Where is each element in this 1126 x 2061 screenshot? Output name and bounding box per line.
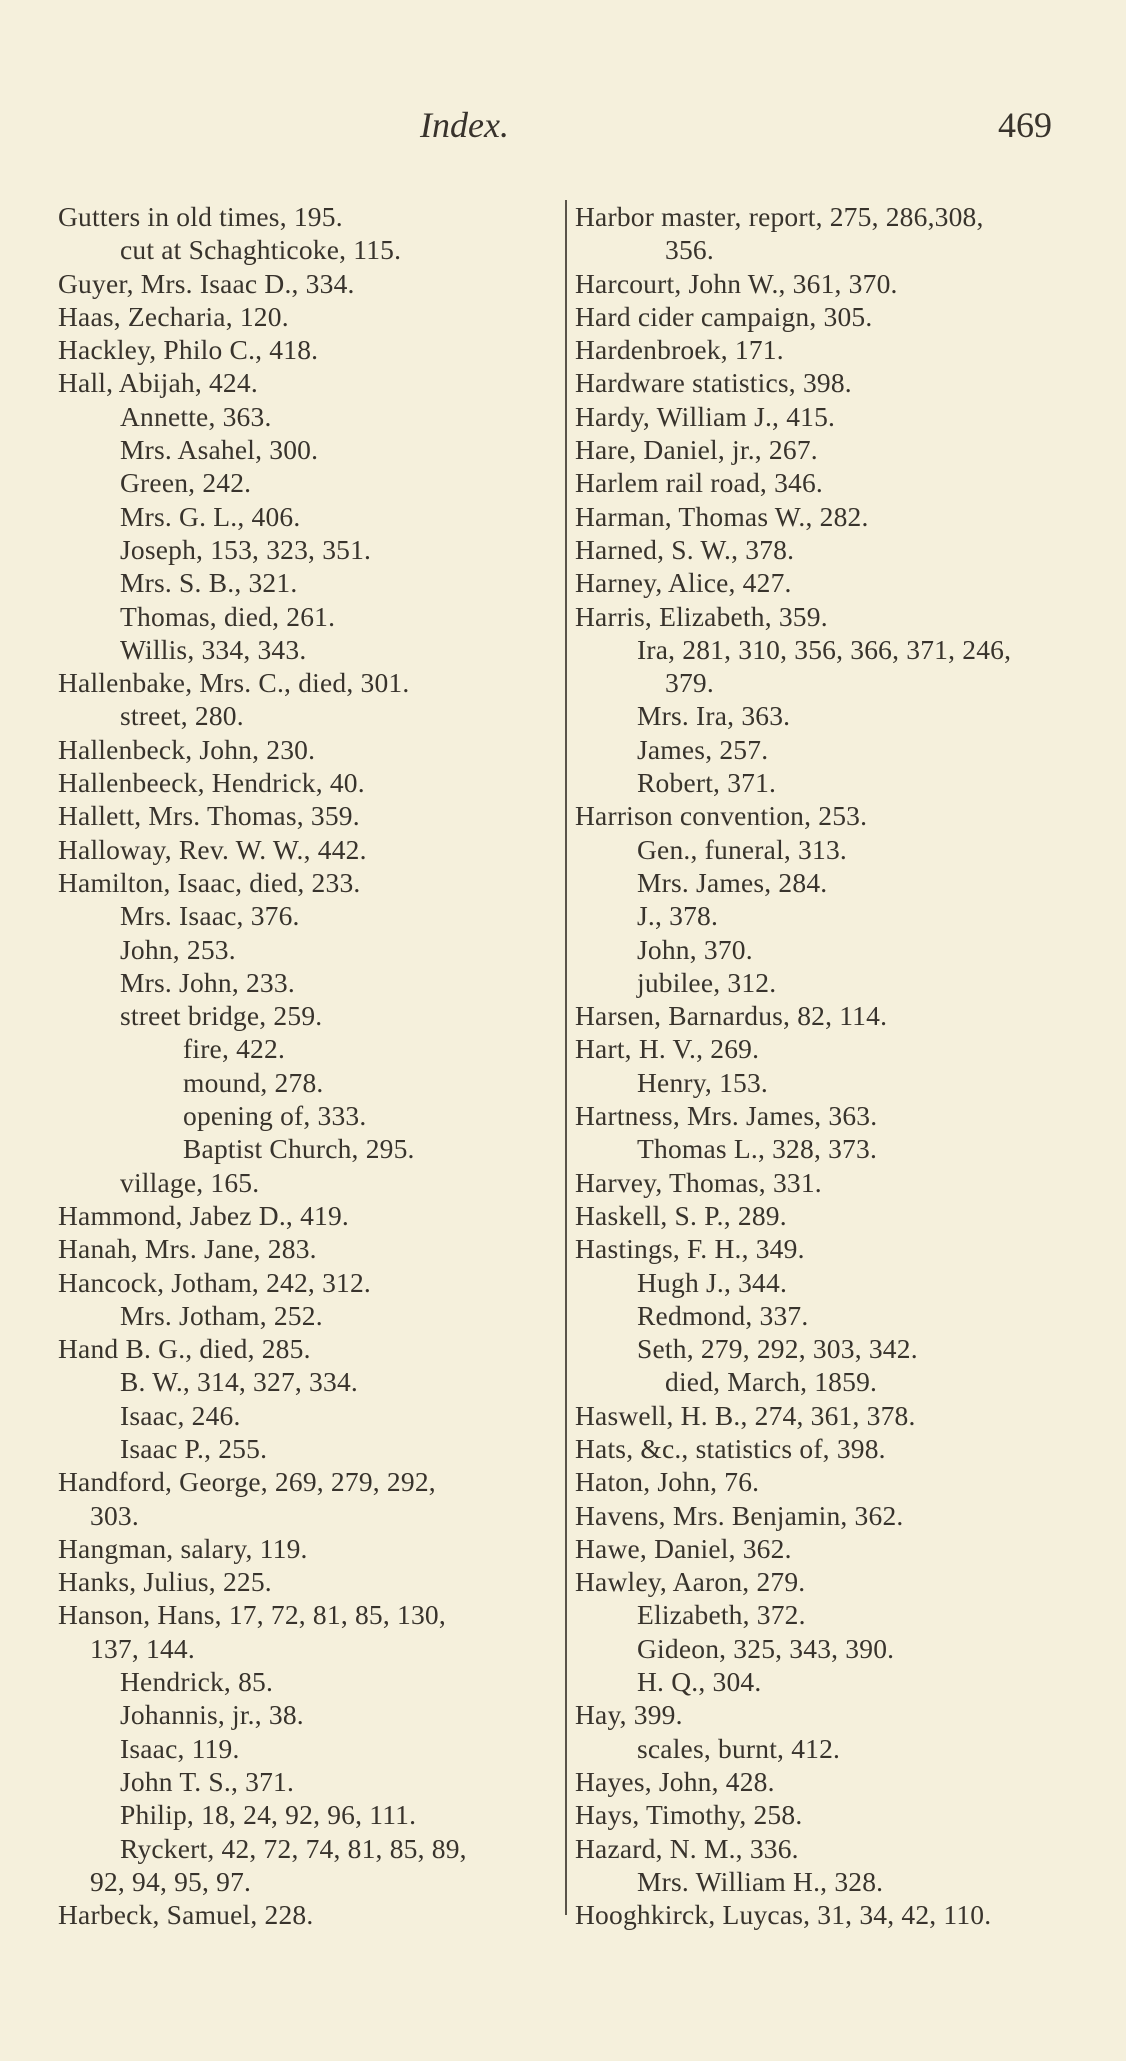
index-entry: Hanks, Julius, 225. bbox=[58, 1566, 272, 1598]
index-subentry: J., 378. bbox=[637, 900, 719, 932]
index-entry: Hay, 399. bbox=[575, 1699, 683, 1731]
index-entry: Hazard, N. M., 336. bbox=[575, 1832, 799, 1864]
index-entry: Hooghkirck, Luycas, 31, 34, 42, 110. bbox=[575, 1899, 992, 1931]
index-entry: Hardy, William J., 415. bbox=[575, 400, 836, 432]
index-entry: Hartness, Mrs. James, 363. bbox=[575, 1100, 878, 1132]
index-subentry: Johannis, jr., 38. bbox=[120, 1699, 304, 1731]
index-entry-continuation: 379. bbox=[665, 667, 714, 699]
index-subentry: B. W., 314, 327, 334. bbox=[120, 1366, 358, 1398]
index-entry: Haton, John, 76. bbox=[575, 1466, 760, 1498]
index-entry: Hastings, F. H., 349. bbox=[575, 1233, 805, 1265]
running-head-title: Index. bbox=[420, 105, 509, 145]
index-entry: Hats, &c., statistics of, 398. bbox=[575, 1432, 886, 1464]
index-subentry: Mrs. G. L., 406. bbox=[120, 500, 301, 532]
index-entry: Haswell, H. B., 274, 361, 378. bbox=[575, 1399, 916, 1431]
index-subentry: street bridge, 259. bbox=[120, 1000, 323, 1032]
index-subentry: John, 253. bbox=[120, 933, 236, 965]
index-entry: Hawe, Daniel, 362. bbox=[575, 1532, 792, 1564]
index-subentry: Mrs. James, 284. bbox=[637, 866, 828, 898]
index-column-right bbox=[565, 200, 1095, 1931]
index-entry: Hangman, salary, 119. bbox=[58, 1532, 308, 1564]
index-subentry: Elizabeth, 372. bbox=[637, 1599, 806, 1631]
index-subentry: mound, 278. bbox=[183, 1066, 324, 1098]
index-entry: Hamilton, Isaac, died, 233. bbox=[58, 866, 361, 898]
index-entry: Hare, Daniel, jr., 267. bbox=[575, 434, 818, 466]
index-entry-continuation: 303. bbox=[90, 1499, 139, 1531]
index-entry: Harcourt, John W., 361, 370. bbox=[575, 267, 898, 299]
index-subentry: Baptist Church, 295. bbox=[183, 1133, 415, 1165]
index-subentry: James, 257. bbox=[637, 733, 769, 765]
index-entry: Harbor master, report, 275, 286,308, bbox=[575, 201, 984, 232]
index-entry: Harris, Elizabeth, 359. bbox=[575, 600, 828, 632]
index-entry: Haas, Zecharia, 120. bbox=[58, 300, 289, 332]
index-subentry: Thomas L., 328, 373. bbox=[637, 1133, 878, 1165]
index-entry: Guyer, Mrs. Isaac D., 334. bbox=[58, 267, 355, 299]
index-subentry: Hugh J., 344. bbox=[637, 1266, 788, 1298]
index-entry: Harsen, Barnardus, 82, 114. bbox=[575, 1000, 888, 1032]
index-subentry: Mrs. Isaac, 376. bbox=[120, 900, 300, 932]
index-entry: Hanson, Hans, 17, 72, 81, 85, 130, bbox=[58, 1599, 446, 1631]
index-entry: Hard cider campaign, 305. bbox=[575, 300, 873, 332]
index-subentry: jubilee, 312. bbox=[637, 966, 777, 998]
index-entry: Harvey, Thomas, 331. bbox=[575, 1166, 822, 1198]
index-entry: Harrison convention, 253. bbox=[575, 800, 868, 832]
index-subentry: H. Q., 304. bbox=[637, 1666, 762, 1698]
index-subentry: Gen., funeral, 313. bbox=[637, 833, 847, 865]
index-subentry: Robert, 371. bbox=[637, 767, 777, 799]
index-subentry: opening of, 333. bbox=[183, 1100, 367, 1132]
index-subentry: Mrs. Jotham, 252. bbox=[120, 1299, 323, 1331]
index-entry: Harlem rail road, 346. bbox=[575, 467, 823, 499]
index-entry: Hays, Timothy, 258. bbox=[575, 1799, 803, 1831]
index-entry: Hallenbake, Mrs. C., died, 301. bbox=[58, 667, 410, 699]
index-entry: Harbeck, Samuel, 228. bbox=[58, 1899, 314, 1931]
index-subentry: Gideon, 325, 343, 390. bbox=[637, 1632, 895, 1664]
index-entry: Halloway, Rev. W. W., 442. bbox=[58, 833, 367, 865]
index-subentry: Joseph, 153, 323, 351. bbox=[120, 533, 372, 565]
index-entry: Hand B. G., died, 285. bbox=[58, 1333, 311, 1365]
index-entry: Gutters in old times, 195. bbox=[58, 201, 343, 232]
index-entry: Handford, George, 269, 279, 292, bbox=[58, 1466, 436, 1498]
index-entry: Hawley, Aaron, 279. bbox=[575, 1566, 806, 1598]
index-subentry: John, 370. bbox=[637, 933, 753, 965]
index-entry: Harney, Alice, 427. bbox=[575, 567, 792, 599]
index-entry: Hardenbroek, 171. bbox=[575, 334, 784, 366]
index-entry: Harned, S. W., 378. bbox=[575, 533, 795, 565]
index-entry: Harman, Thomas W., 282. bbox=[575, 500, 869, 532]
index-entry: Hallenbeck, John, 230. bbox=[58, 733, 316, 765]
index-subentry: Mrs. S. B., 321. bbox=[120, 567, 298, 599]
index-subentry: Thomas, died, 261. bbox=[120, 600, 336, 632]
index-entry: Haskell, S. P., 289. bbox=[575, 1199, 787, 1231]
index-subentry: John T. S., 371. bbox=[120, 1765, 295, 1797]
index-subentry: Ira, 281, 310, 356, 366, 371, 246, bbox=[637, 633, 1012, 665]
index-subentry: Isaac, 119. bbox=[120, 1732, 240, 1764]
index-entry: Hart, H. V., 269. bbox=[575, 1033, 760, 1065]
index-subentry: Henry, 153. bbox=[637, 1066, 769, 1098]
index-subentry: cut at Schaghticoke, 115. bbox=[120, 234, 402, 266]
page-number: 469 bbox=[998, 105, 1052, 145]
index-subentry: village, 165. bbox=[120, 1166, 260, 1198]
index-subentry: Philip, 18, 24, 92, 96, 111. bbox=[120, 1799, 417, 1831]
index-subentry: fire, 422. bbox=[183, 1033, 286, 1065]
index-column-left bbox=[58, 200, 558, 1931]
index-subentry: Annette, 363. bbox=[120, 400, 272, 432]
index-entry: Hancock, Jotham, 242, 312. bbox=[58, 1266, 371, 1298]
index-entry: Hardware statistics, 398. bbox=[575, 367, 852, 399]
index-entry: Hall, Abijah, 424. bbox=[58, 367, 258, 399]
index-entry: Hammond, Jabez D., 419. bbox=[58, 1199, 350, 1231]
index-subentry: Green, 242. bbox=[120, 467, 252, 499]
index-subentry: Isaac, 246. bbox=[120, 1399, 241, 1431]
index-subentry: Mrs. William H., 328. bbox=[637, 1865, 884, 1897]
index-entry-continuation: died, March, 1859. bbox=[665, 1366, 878, 1398]
index-subentry: Mrs. Ira, 363. bbox=[637, 700, 791, 732]
index-subentry: Mrs. John, 233. bbox=[120, 966, 295, 998]
index-subentry: street, 280. bbox=[120, 700, 244, 732]
index-entry-continuation: 356. bbox=[665, 234, 714, 266]
index-entry: Hayes, John, 428. bbox=[575, 1765, 775, 1797]
index-subentry: Seth, 279, 292, 303, 342. bbox=[637, 1333, 918, 1365]
index-subentry: Redmond, 337. bbox=[637, 1299, 809, 1331]
index-entry: Hallenbeeck, Hendrick, 40. bbox=[58, 767, 365, 799]
index-subentry: Isaac P., 255. bbox=[120, 1432, 268, 1464]
index-subentry: Ryckert, 42, 72, 74, 81, 85, 89, bbox=[120, 1832, 467, 1864]
index-subentry: Willis, 334, 343. bbox=[120, 633, 307, 665]
index-subentry: scales, burnt, 412. bbox=[637, 1732, 841, 1764]
index-entry: Havens, Mrs. Benjamin, 362. bbox=[575, 1499, 904, 1531]
index-subentry: Hendrick, 85. bbox=[120, 1666, 274, 1698]
index-subentry: Mrs. Asahel, 300. bbox=[120, 434, 319, 466]
index-entry: Hanah, Mrs. Jane, 283. bbox=[58, 1233, 317, 1265]
index-entry: Hackley, Philo C., 418. bbox=[58, 334, 319, 366]
index-entry: Hallett, Mrs. Thomas, 359. bbox=[58, 800, 360, 832]
index-entry-continuation: 137, 144. bbox=[90, 1632, 195, 1664]
index-entry-continuation: 92, 94, 95, 97. bbox=[90, 1865, 252, 1897]
